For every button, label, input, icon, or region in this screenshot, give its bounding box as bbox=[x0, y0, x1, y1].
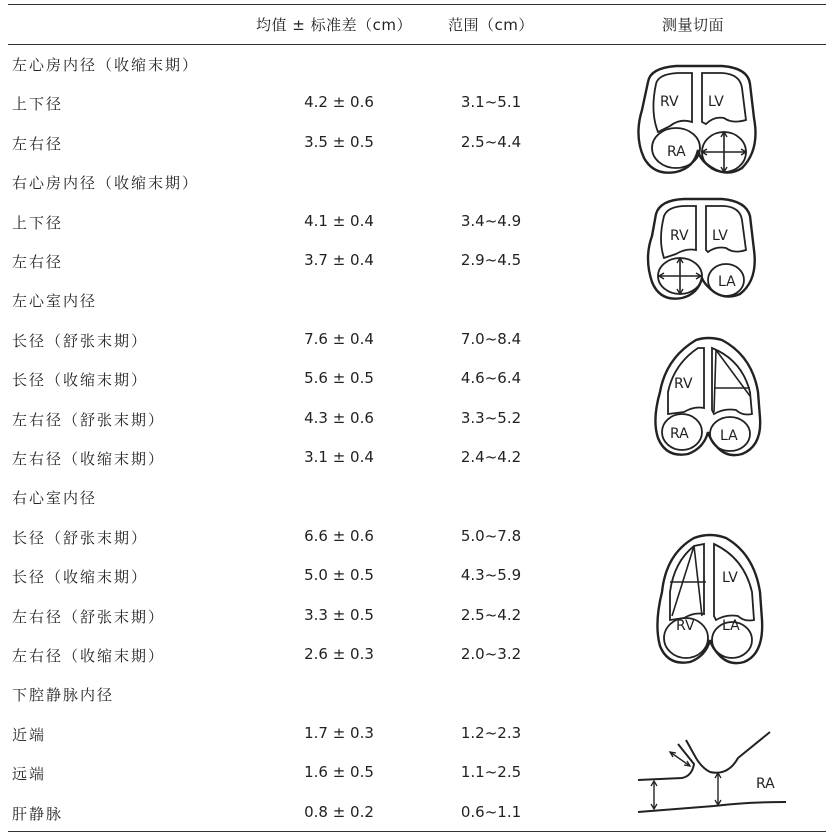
la-fig-lv-label: LV bbox=[708, 94, 724, 110]
mean-sd-value: 3.5 ± 0.5 bbox=[304, 132, 374, 151]
row-label: 长径（收缩末期） bbox=[12, 371, 149, 390]
row-label: 左右径 bbox=[12, 253, 64, 271]
rv-fig-lv-label: LV bbox=[722, 570, 738, 586]
ivc-fig-ra-label: RA bbox=[756, 776, 775, 792]
section-label: 右心室内径 bbox=[12, 489, 98, 508]
la-view-figure bbox=[636, 62, 760, 178]
range-value: 1.1~2.5 bbox=[460, 763, 522, 782]
top-rule bbox=[8, 4, 826, 5]
row-label: 左右径 bbox=[12, 134, 64, 153]
range-value: 1.2~2.3 bbox=[460, 723, 522, 742]
header-mean: 均值 ± 标准差（cm） bbox=[256, 16, 412, 34]
mean-sd-value: 3.1 ± 0.4 bbox=[304, 448, 374, 466]
rv-view-figure bbox=[654, 532, 766, 666]
row-label: 上下径 bbox=[12, 95, 64, 114]
mean-sd-value: 4.3 ± 0.6 bbox=[304, 408, 374, 427]
la-fig-rv-label: RV bbox=[660, 94, 679, 110]
section-label: 右心房内径（收缩末期） bbox=[12, 174, 200, 193]
row-label: 远端 bbox=[12, 765, 47, 784]
mean-sd-value: 2.6 ± 0.3 bbox=[304, 645, 374, 663]
mean-sd-value: 3.3 ± 0.5 bbox=[304, 605, 374, 624]
section-label: 左心室内径 bbox=[12, 292, 98, 311]
range-value: 2.5~4.2 bbox=[460, 605, 522, 624]
range-value: 7.0~8.4 bbox=[460, 329, 522, 348]
lv-view-figure bbox=[652, 336, 764, 458]
ivc-view-figure bbox=[636, 728, 788, 816]
row-label: 长径（收缩末期） bbox=[12, 568, 149, 587]
row-label: 长径（舒张末期） bbox=[12, 331, 149, 350]
row-label: 肝静脉 bbox=[12, 804, 64, 823]
mean-sd-value: 1.6 ± 0.5 bbox=[304, 763, 374, 782]
range-value: 3.1~5.1 bbox=[460, 93, 522, 112]
ra-fig-rv-label: RV bbox=[670, 228, 689, 244]
range-value: 2.5~4.4 bbox=[460, 132, 522, 151]
section-label: 左心房内径（收缩末期） bbox=[12, 56, 200, 74]
row-label: 长径（舒张末期） bbox=[12, 528, 149, 547]
mean-sd-value: 5.0 ± 0.5 bbox=[304, 566, 374, 585]
row-label: 左右径（收缩末期） bbox=[12, 647, 166, 665]
lv-fig-ra-label: RA bbox=[670, 426, 689, 442]
header-view: 测量切面 bbox=[662, 16, 725, 34]
mean-sd-value: 6.6 ± 0.6 bbox=[304, 526, 374, 545]
range-value: 3.3~5.2 bbox=[460, 408, 522, 427]
section-heading-row bbox=[0, 477, 834, 516]
section-label: 下腔静脉内径 bbox=[12, 686, 115, 705]
ra-fig-la-label: LA bbox=[718, 274, 736, 290]
mean-sd-value: 0.8 ± 0.2 bbox=[304, 802, 374, 821]
range-value: 4.3~5.9 bbox=[460, 566, 522, 585]
range-value: 4.6~6.4 bbox=[460, 369, 522, 388]
row-label: 左右径（舒张末期） bbox=[12, 410, 166, 429]
range-value: 5.0~7.8 bbox=[460, 526, 522, 545]
range-value: 3.4~4.9 bbox=[460, 211, 522, 230]
mean-sd-value: 5.6 ± 0.5 bbox=[304, 369, 374, 388]
row-label: 上下径 bbox=[12, 213, 64, 232]
range-value: 2.4~4.2 bbox=[460, 448, 522, 466]
mean-sd-value: 1.7 ± 0.3 bbox=[304, 723, 374, 742]
range-value: 2.0~3.2 bbox=[460, 645, 522, 663]
mean-sd-value: 7.6 ± 0.4 bbox=[304, 329, 374, 348]
rv-fig-la-label: LA bbox=[722, 618, 740, 634]
mean-sd-value: 4.2 ± 0.6 bbox=[304, 93, 374, 112]
ra-fig-lv-label: LV bbox=[712, 228, 728, 244]
row-label: 左右径（舒张末期） bbox=[12, 607, 166, 626]
lv-fig-rv-label: RV bbox=[674, 376, 693, 392]
range-value: 2.9~4.5 bbox=[460, 251, 522, 269]
bottom-rule bbox=[8, 831, 826, 832]
ra-view-figure bbox=[646, 196, 758, 302]
header-range: 范围（cm） bbox=[448, 16, 534, 34]
row-label: 近端 bbox=[12, 725, 47, 744]
rv-fig-rv-label: RV bbox=[676, 618, 695, 634]
la-fig-ra-label: RA bbox=[667, 144, 686, 160]
range-value: 0.6~1.1 bbox=[460, 802, 522, 821]
section-heading-row bbox=[0, 674, 834, 713]
lv-fig-la-label: LA bbox=[720, 428, 738, 444]
mean-sd-value: 3.7 ± 0.4 bbox=[304, 251, 374, 269]
mean-sd-value: 4.1 ± 0.4 bbox=[304, 211, 374, 230]
row-label: 左右径（收缩末期） bbox=[12, 450, 166, 468]
